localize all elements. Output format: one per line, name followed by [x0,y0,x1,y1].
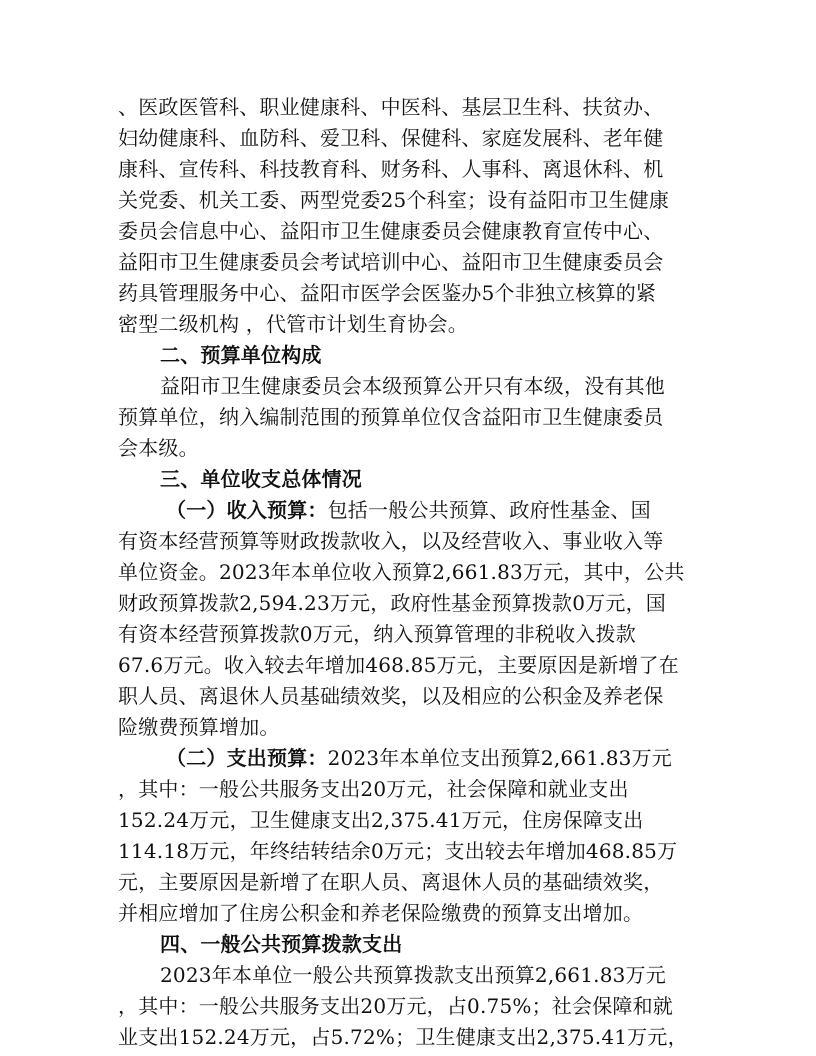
body-line: ，其中：一般公共服务支出20万元，社会保障和就业支出 [118,777,629,801]
body-line: 财政预算拨款2,594.23万元，政府性基金预算拨款0万元，国 [118,591,666,615]
income-label: （一）收入预算： [166,498,328,522]
body-line: 有资本经营预算等财政拨款收入，以及经营收入、事业收入等 [118,529,664,553]
document-page [118,92,698,1053]
body-line: 委员会信息中心、益阳市卫生健康委员会健康教育宣传中心、 [118,219,664,243]
body-line: 有资本经营预算拨款0万元，纳入预算管理的非税收入拨款 [118,622,636,646]
body-line: 2023年本单位一般公共预算拨款支出预算2,661.83万元 [160,963,666,987]
body-line: 职人员、离退休人员基础绩效奖，以及相应的公积金及养老保 [118,684,664,708]
body-line: 元，主要原因是新增了在职人员、离退休人员的基础绩效奖， [118,870,664,894]
income-text: 包括一般公共预算、政府性基金、国 [327,498,651,522]
section-heading-income-expense: 三、单位收支总体情况 [160,467,362,491]
body-line: ，其中：一般公共服务支出20万元，占0.75%；社会保障和就 [118,994,673,1018]
body-line: 并相应增加了住房公积金和养老保险缴费的预算支出增加。 [118,901,644,925]
body-line: 114.18万元，年终结转结余0万元；支出较去年增加468.85万 [118,839,678,863]
body-line: 险缴费预算增加。 [118,715,280,739]
body-line: 单位资金。2023年本单位收入预算2,661.83万元，其中，公共 [118,560,685,584]
body-line: 药具管理服务中心、益阳市医学会医鉴办5个非独立核算的紧 [118,281,657,305]
body-line: 、医政医管科、职业健康科、中医科、基层卫生科、扶贫办、 [118,95,664,119]
body-line: 康科、宣传科、科技教育科、财务科、人事科、离退休科、机 [118,157,664,181]
expense-text: 2023年本单位支出预算2,661.83万元 [327,746,672,770]
body-line: 152.24万元，卫生健康支出2,375.41万元，住房保障支出 [118,808,644,832]
body-line: 预算单位，纳入编制范围的预算单位仅含益阳市卫生健康委员 [118,405,664,429]
section-heading-general-budget: 四、一般公共预算拨款支出 [160,932,403,956]
body-line: 密型二级机构 ，代管市计划生育协会。 [118,312,468,336]
body-line: 益阳市卫生健康委员会考试培训中心、益阳市卫生健康委员会 [118,250,664,274]
section-heading-budget-units: 二、预算单位构成 [160,343,322,367]
body-line: 妇幼健康科、血防科、爱卫科、保健科、家庭发展科、老年健 [118,126,664,150]
body-line: 67.6万元。收入较去年增加468.85万元，主要原因是新增了在 [118,653,679,677]
body-line: 会本级。 [118,436,199,460]
body-line: 益阳市卫生健康委员会本级预算公开只有本级，没有其他 [160,374,665,398]
income-paragraph-first-line [118,495,698,526]
body-line: 业支出152.24万元，占5.72%；卫生健康支出2,375.41万元， [118,1025,688,1049]
expense-label: （二）支出预算： [166,746,328,770]
body-line: 关党委、机关工委、两型党委25个科室；设有益阳市卫生健康 [118,188,670,212]
expense-paragraph-first-line [118,743,698,774]
